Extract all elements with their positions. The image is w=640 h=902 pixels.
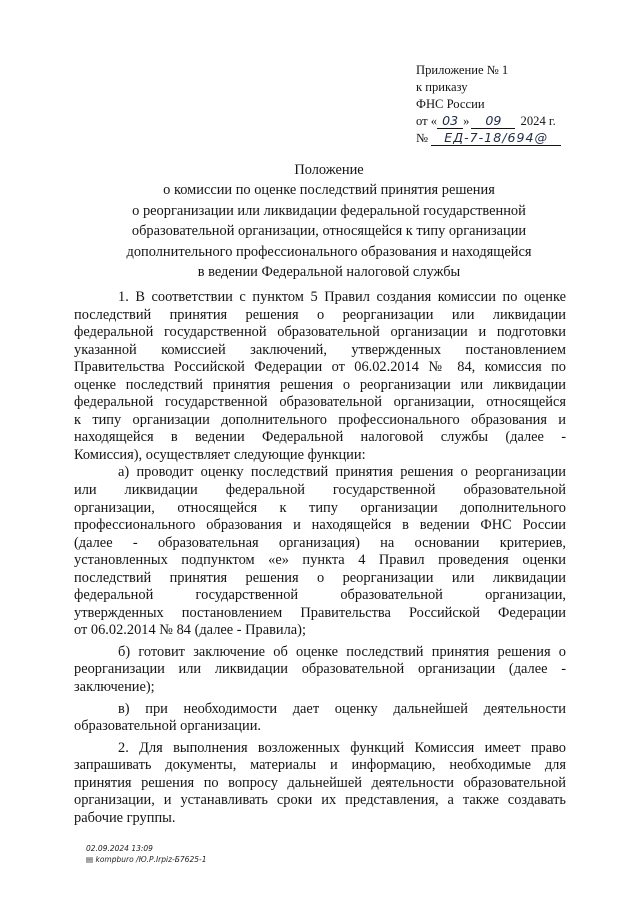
- body-line: организации, относящейся к типу организации дополнительного: [74, 499, 566, 516]
- body-line: запрашивать документы, материалы и информацию, необходимые для: [74, 757, 566, 774]
- footer-timestamp: 02.09.2024 13:09: [86, 844, 153, 853]
- paragraph-c: [74, 701, 566, 736]
- paragraph-a: [74, 464, 566, 639]
- body-line: к типу организации дополнительного профессионального образования и: [74, 411, 566, 428]
- body-line: организации, и устанавливать сроки их представления, а также создавать: [74, 792, 566, 809]
- date-day-handwritten: 03: [437, 114, 463, 129]
- footer-path-text: kompburo /Ю.Р.Irpiz-Б7625-1: [95, 855, 207, 864]
- body-line: образовательной организации.: [74, 718, 261, 735]
- footer-path: [86, 854, 206, 865]
- document-footer: [86, 843, 206, 865]
- date-prefix: от «: [416, 114, 438, 128]
- number-handwritten: ЕД-7-18/694@: [431, 131, 561, 146]
- body-line: (далее - образовательная организация) на основании критериев,: [74, 534, 566, 551]
- body-line: указанной комиссией заключений, утвержденных постановлением: [74, 341, 566, 358]
- body-line: федеральной государственной образовательной организации, относящейся: [74, 394, 566, 411]
- body-line: реорганизации или ликвидации образовательной организации (далее -: [74, 661, 566, 678]
- date-mid: »: [463, 114, 470, 128]
- paragraph-1: [74, 289, 566, 464]
- body-line: профессионального образования и находящейся в ведении ФНС России: [74, 517, 566, 534]
- title-line: дополнительного профессионального образования и находящейся: [126, 243, 532, 260]
- date-month-handwritten: 09: [471, 114, 515, 129]
- title-line: Положение: [294, 162, 364, 178]
- file-icon: ▤: [86, 855, 94, 864]
- body-line: федеральной государственной образовательной организации,: [74, 587, 566, 604]
- body-line: последствий принятия решения о реорганизации или ликвидации: [74, 306, 566, 323]
- number-prefix: №: [416, 131, 429, 145]
- body-line: установленных подпунктом «е» пункта 4 Правил проведения оценки: [74, 552, 566, 569]
- appendix-header: [416, 62, 616, 147]
- body-line: или ликвидации федеральной государственной образовательной: [74, 482, 566, 499]
- body-line: рабочие группы.: [74, 809, 176, 826]
- body-line: 2. Для выполнения возложенных функций Комиссия имеет право: [118, 739, 566, 756]
- title-line: в ведении Федеральной налоговой службы: [197, 264, 461, 281]
- document-title: [60, 160, 598, 282]
- appendix-title: Приложение № 1: [416, 63, 509, 77]
- body-line: оценке последствий принятия решения о реорганизации или ликвидации: [74, 376, 566, 393]
- body-line: в) при необходимости дает оценку дальнейшей деятельности: [118, 700, 566, 717]
- body-line: утвержденных постановлением Правительства Российской Федерации: [74, 604, 566, 621]
- body-line: б) готовит заключение об оценке последствий принятия решения о: [118, 643, 566, 660]
- document-body: [74, 289, 566, 827]
- body-line: а) проводит оценку последствий принятия решения о реорганизации: [118, 464, 566, 481]
- appendix-date: [416, 113, 616, 130]
- body-line: находящейся в ведении Федеральной налоговой службы (далее -: [74, 429, 566, 446]
- title-line: о реорганизации или ликвидации федеральной государственной: [132, 202, 526, 219]
- body-line: Комиссия), осуществляет следующие функции:: [74, 446, 366, 463]
- date-year: 2024 г.: [520, 114, 556, 128]
- body-line: заключение);: [74, 679, 155, 696]
- paragraph-2: [74, 740, 566, 828]
- body-line: 1. В соответствии с пунктом 5 Правил создания комиссии по оценке: [118, 289, 566, 305]
- body-line: от 06.02.2014 № 84 (далее - Правила);: [74, 622, 306, 639]
- appendix-authority: ФНС России: [416, 97, 485, 111]
- paragraph-b: [74, 644, 566, 697]
- body-line: Правительства Российской Федерации от 06.02.2014 № 84, комиссия по: [74, 359, 566, 376]
- body-line: федеральной государственной образовательной организации и подготовки: [74, 324, 566, 341]
- appendix-number: [416, 130, 616, 147]
- appendix-order-ref: к приказу: [416, 80, 468, 94]
- title-line: о комиссии по оценке последствий принятия решения: [163, 182, 495, 199]
- body-line: последствий принятия решения о реорганизации или ликвидации: [74, 569, 566, 586]
- title-line: образовательной организации, относящейся к типу организации: [131, 223, 527, 240]
- body-line: принятия решения по вопросу дальнейшей деятельности образовательной: [74, 774, 566, 791]
